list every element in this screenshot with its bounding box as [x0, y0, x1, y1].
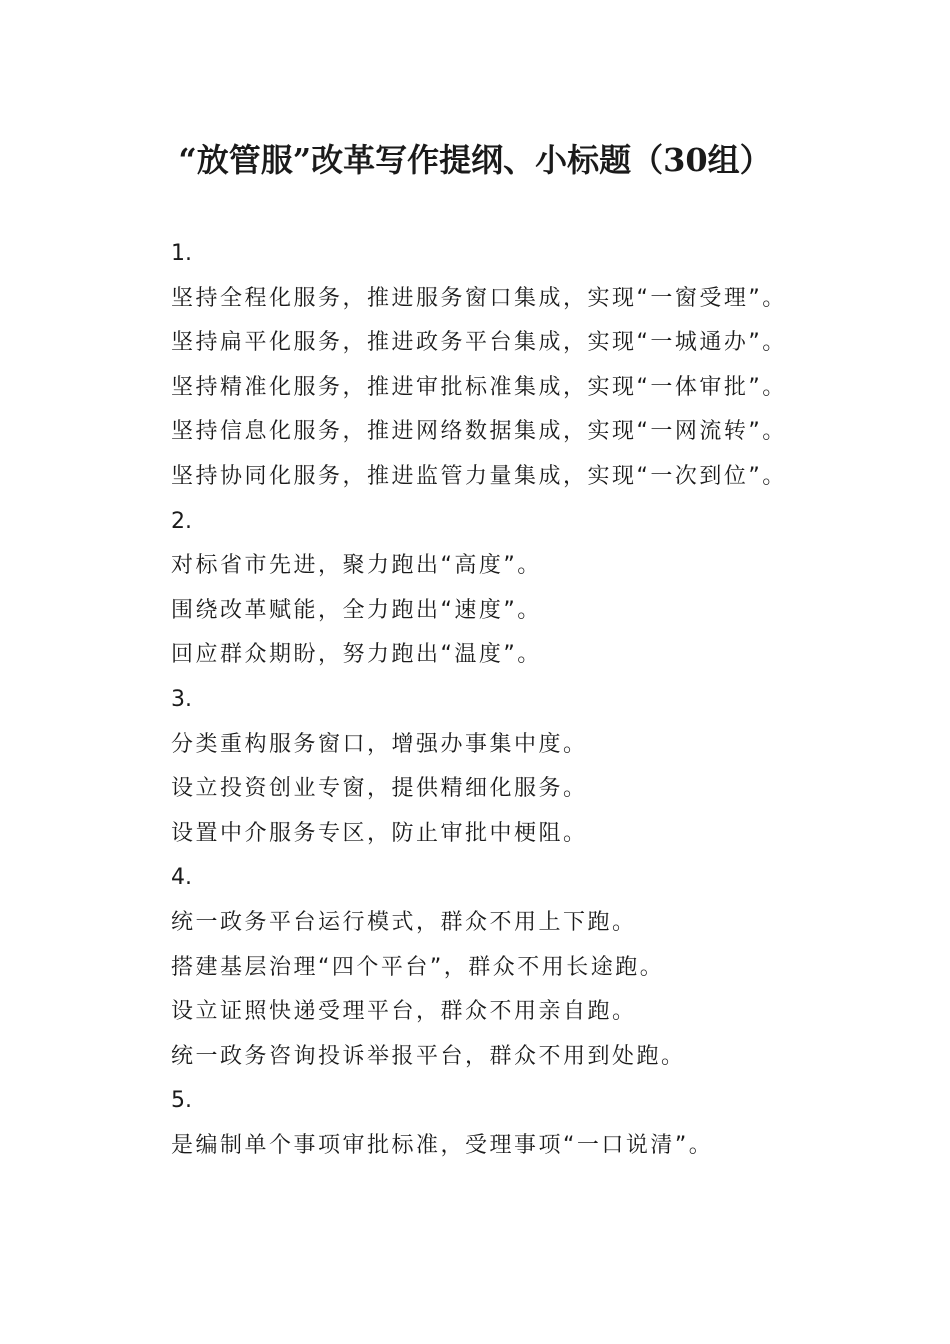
paragraph: 是编制单个事项审批标准，受理事项“一口说清”。 [171, 1132, 714, 1158]
paragraph: 坚持信息化服务，推进网络数据集成，实现“一网流转”。 [171, 419, 787, 445]
paragraph: 坚持全程化服务，推进服务窗口集成，实现“一窗受理”。 [171, 285, 787, 311]
paragraph: 对标省市先进，聚力跑出“高度”。 [171, 553, 542, 579]
paragraph: 统一政务咨询投诉举报平台，群众不用到处跑。 [171, 1043, 686, 1069]
section-number: 5. [171, 1088, 192, 1114]
paragraph: 设立证照快递受理平台，群众不用亲自跑。 [171, 999, 637, 1025]
paragraph: 统一政务平台运行模式，群众不用上下跑。 [171, 909, 637, 935]
document-body [171, 232, 931, 1168]
paragraph: 设置中介服务专区，防止审批中梗阻。 [171, 820, 588, 846]
section-number: 1. [171, 241, 192, 266]
paragraph: 设立投资创业专窗，提供精细化服务。 [171, 776, 588, 802]
paragraph: 围绕改革赋能，全力跑出“速度”。 [171, 597, 542, 623]
paragraph: 坚持精准化服务，推进审批标准集成，实现“一体审批”。 [171, 374, 787, 400]
paragraph: 坚持扁平化服务，推进政务平台集成，实现“一城通办”。 [171, 330, 787, 356]
paragraph: 坚持协同化服务，推进监管力量集成，实现“一次到位”。 [171, 463, 787, 489]
paragraph: 分类重构服务窗口，增强办事集中度。 [171, 731, 588, 757]
section-number: 4. [171, 865, 192, 891]
section-number: 3. [171, 686, 192, 712]
paragraph: 搭建基层治理“四个平台”，群众不用长途跑。 [171, 954, 665, 980]
document-title: “放管服”改革写作提纲、小标题（30组） [178, 141, 772, 179]
paragraph: 回应群众期盼，努力跑出“温度”。 [171, 642, 542, 668]
section-number: 2. [171, 508, 192, 534]
